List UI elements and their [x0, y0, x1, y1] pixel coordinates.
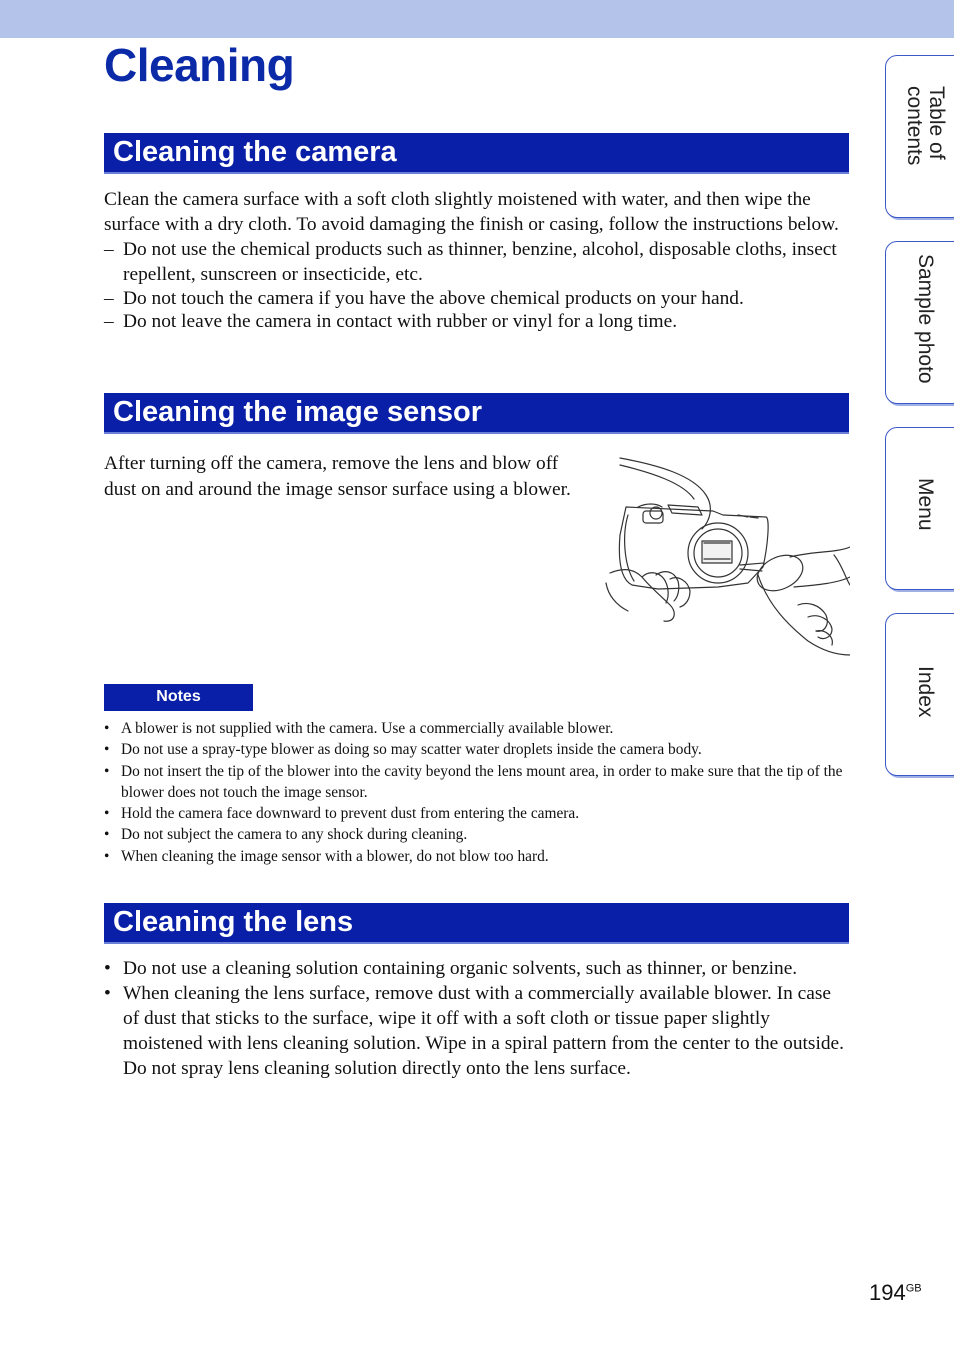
sensor-intro: After turning off the camera, remove the lens and blow off dust on and around the image sensor surface using a blower.	[104, 453, 571, 500]
tab-label: Table of contents	[903, 86, 948, 166]
notes-label: Notes	[104, 684, 253, 711]
list-item: • Do not insert the tip of the blower into the cavity beyond the lens mount area, in order to make sure that the tip of the blower does not touch the image sensor.	[104, 762, 843, 801]
section-heading-sensor: Cleaning the image sensor	[104, 393, 849, 434]
lens-list	[104, 956, 849, 1081]
section-heading-lens: Cleaning the lens	[104, 903, 849, 944]
tab-label: Index	[914, 666, 937, 718]
camera-section-body	[104, 187, 849, 333]
list-item: – Do not use the chemical products such as thinner, benzine, alcohol, disposable cloths, insect repellent, sunscreen or insecticide, etc.	[104, 239, 837, 285]
camera-blower-illustration	[598, 455, 850, 658]
list-item: • A blower is not supplied with the camera. Use a commercially available blower.	[104, 720, 614, 737]
top-band	[0, 0, 954, 38]
camera-caution-list	[104, 237, 849, 333]
page-title: Cleaning	[104, 39, 295, 91]
list-item: • Do not use a spray-type blower as doing so may scatter water droplets inside the camera body.	[104, 741, 702, 759]
tab-label: Sample photo	[914, 254, 937, 384]
list-item: • When cleaning the lens surface, remove dust with a commercially available blower. In case of dust that sticks to the surface, wipe it off with a soft cloth or tissue paper slightly moistened with lens cleaning solution. Wipe in a spiral pattern from the center to the outside. Do not spray lens cleaning solution directly onto the lens surface.	[104, 983, 844, 1079]
tab-table-of-contents[interactable]	[885, 55, 954, 218]
camera-intro: Clean the camera surface with a soft cloth slightly moistened with water, and then wipe the surface with a dry cloth. To avoid damaging the finish or casing, follow the instructions below.	[104, 189, 839, 235]
tab-label: Menu	[914, 478, 937, 531]
list-item: • Hold the camera face downward to prevent dust from entering the camera.	[104, 805, 580, 823]
section-heading-camera: Cleaning the camera	[104, 133, 849, 174]
list-item: • Do not use a cleaning solution containing organic solvents, such as thinner, or benzine.	[104, 958, 798, 979]
list-item: • When cleaning the image sensor with a blower, do not blow too hard.	[104, 847, 549, 865]
tab-menu[interactable]	[885, 427, 954, 590]
page-number: $194^{GB}$	[869, 1280, 922, 1305]
list-item: – Do not touch the camera if you have the above chemical products on your hand.	[104, 288, 744, 309]
list-item: – Do not leave the camera in contact with rubber or vinyl for a long time.	[104, 311, 678, 332]
notes-list	[104, 718, 849, 867]
page-suffix: GB	[905, 1282, 922, 1295]
tab-index[interactable]	[885, 613, 954, 776]
tab-sample-photo[interactable]	[885, 241, 954, 404]
list-item: • Do not subject the camera to any shock during cleaning.	[104, 826, 468, 844]
